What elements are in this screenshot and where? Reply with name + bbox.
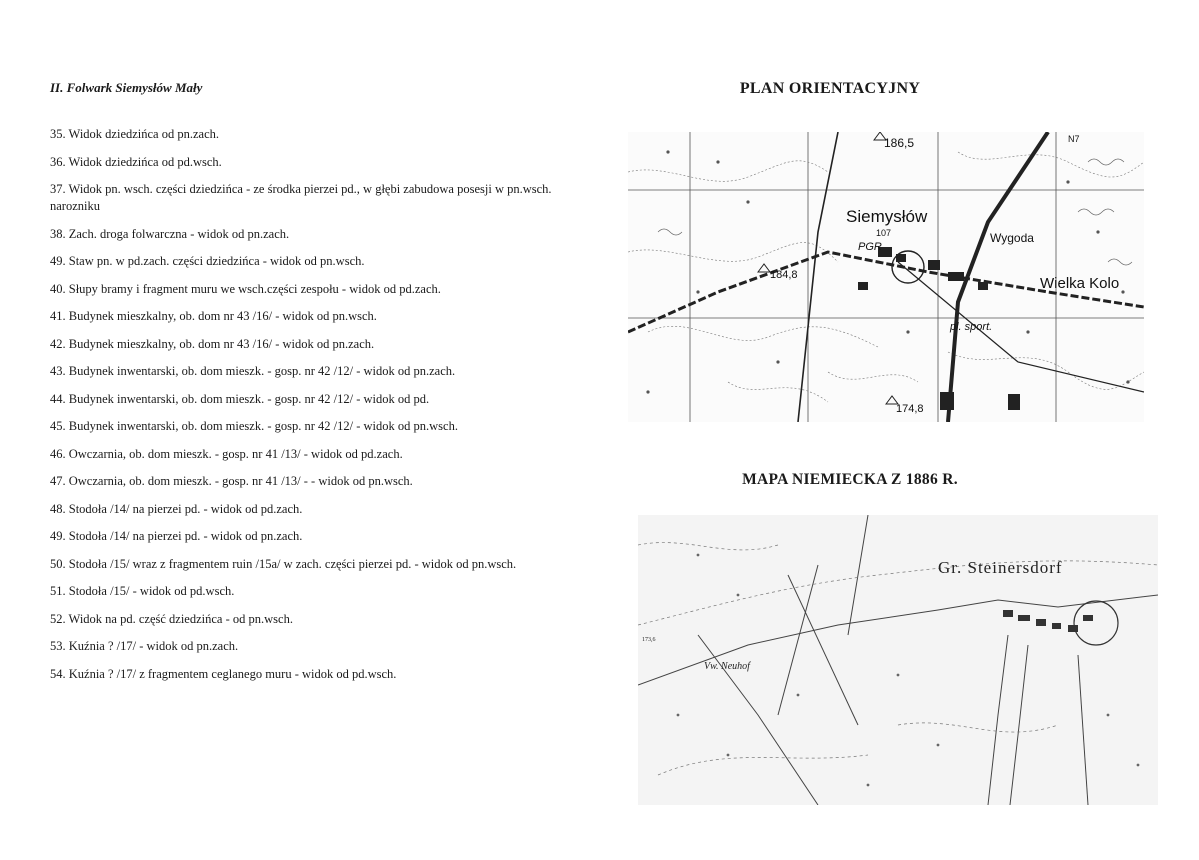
label-elev: 173,6 [642, 637, 656, 643]
list-item: 41. Budynek mieszkalny, ob. dom nr 43 /16/ - widok od pn.wsch. [50, 309, 377, 323]
german-map-drawing [638, 515, 1158, 805]
list-item: 52. Widok na pd. część dziedzińca - od pn.wsch. [50, 611, 293, 626]
german-map-heading: MAPA NIEMIECKA Z 1886 R. [742, 471, 958, 488]
list-item: 37. Widok pn. wsch. części dziedzińca - ze środka pierzei pd., w głębi zabudowa posesji w pn.wsch. narozniku [50, 182, 552, 213]
list-item: 45. Budynek inwentarski, ob. dom mieszk. - gosp. nr 42 /12/ - widok od pn.wsch. [50, 419, 458, 433]
photo-list-column [50, 80, 590, 693]
list-item: 53. Kuźnia ? /17/ - widok od pn.zach. [50, 639, 239, 653]
list-item: 43. Budynek inwentarski, ob. dom mieszk. - gosp. nr 42 /12/ - widok od pn.zach. [50, 364, 456, 378]
label-town: Gr. Steinersdorf [938, 558, 1063, 577]
list-item: 49. Staw pn. w pd.zach. części dziedzińca - widok od pn.wsch. [50, 254, 365, 268]
label-siemyslow: Siemysłów [846, 207, 928, 226]
list-item: 54. Kuźnia ? /17/ z fragmentem ceglanego muru - widok od pd.wsch. [50, 666, 397, 681]
topographic-map-drawing [628, 132, 1144, 422]
list-item: 44. Budynek inwentarski, ob. dom mieszk. - gosp. nr 42 /12/ - widok od pd. [50, 391, 430, 406]
label-wygoda: Wygoda [990, 231, 1034, 245]
label-elev-bottom: 174,8 [896, 403, 924, 415]
list-item: 48. Stodoła /14/ na pierzei pd. - widok od pd.zach. [50, 501, 303, 516]
list-item: 50. Stodoła /15/ wraz z fragmentem ruin /15a/ w zach. części pierzei pd. - widok od pn.wsch. [50, 556, 517, 571]
label-pgr: PGR [858, 241, 882, 253]
list-item: 36. Widok dziedzińca od pd.wsch. [50, 154, 222, 169]
list-item: 49. Stodoła /14/ na pierzei pd. - widok od pn.zach. [50, 529, 303, 543]
list-item: 40. Słupy bramy i fragment muru we wsch.części zespołu - widok od pd.zach. [50, 281, 441, 296]
topographic-map [628, 132, 1144, 422]
label-wielka-kolo: Wielka Kolo [1040, 275, 1120, 292]
list-item: 47. Owczarnia, ob. dom mieszk. - gosp. nr 41 /13/ - - widok od pn.wsch. [50, 474, 413, 488]
label-elev-left: 184,8 [770, 269, 798, 281]
german-map [638, 515, 1158, 805]
list-item: 35. Widok dziedzińca od pn.zach. [50, 127, 220, 141]
label-elev-top: 186,5 [884, 136, 915, 150]
plan-heading: PLAN ORIENTACYJNY [739, 80, 921, 97]
list-item: 51. Stodoła /15/ - widok od pd.wsch. [50, 584, 235, 598]
label-road-top: N7 [1068, 134, 1080, 144]
section-title: II. Folwark Siemysłów Mały [50, 80, 203, 95]
photo-list [50, 126, 590, 683]
label-elev-small: 107 [876, 228, 892, 238]
list-item: 42. Budynek mieszkalny, ob. dom nr 43 /16/ - widok od pn.zach. [50, 336, 375, 351]
list-item: 46. Owczarnia, ob. dom mieszk. - gosp. nr 41 /13/ - widok od pd.zach. [50, 446, 403, 461]
label-sport: pl. sport. [950, 321, 993, 333]
list-item: 38. Zach. droga folwarczna - widok od pn.zach. [50, 226, 290, 241]
label-neuhof: Vw. Neuhof [704, 661, 750, 672]
